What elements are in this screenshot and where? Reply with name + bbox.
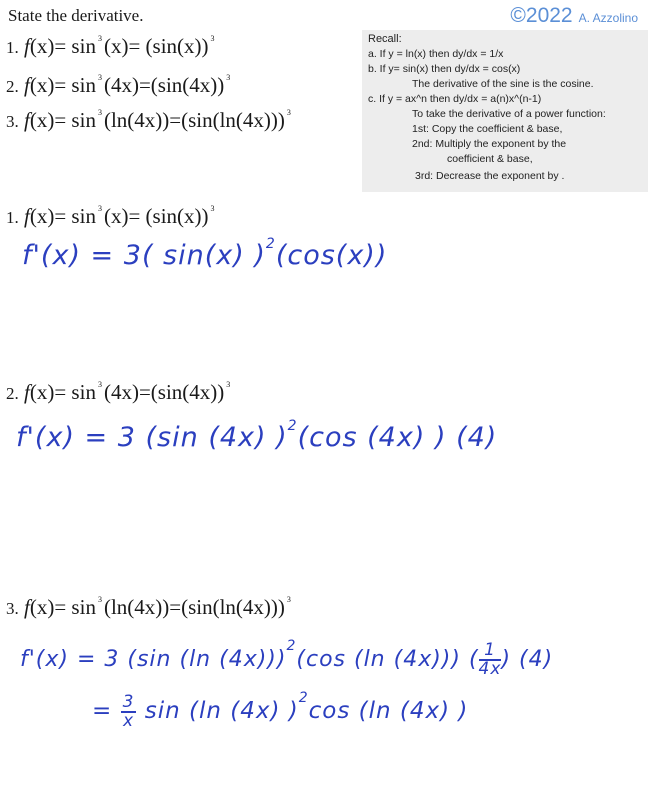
recall-line: To take the derivative of a power function: [412,108,606,120]
problem-1: 1. f(x)= sin $^3$(x)= (sin(x)) $^3$ [6,34,215,58]
recall-line: 1st: Copy the coefficient & base, [412,123,563,135]
recall-line: a. If y = ln(x) then dy/dx = 1/x [368,48,504,60]
worked-problem-3: 3. f(x)= sin $^3$(ln(4x))=(sin(ln(4x))) $^3$ [6,595,291,619]
problem-3: 3. f(x)= sin $^3$(ln(4x))=(sin(ln(4x))) $^3$ [6,108,291,132]
recall-line: 2nd: Multiply the exponent by the [412,138,567,150]
solution-2: f'(x) = 3 (sin (4x) )$^2$(cos (4x) ) (4) [16,418,498,453]
recall-line: b. If y= sin(x) then dy/dx = cos(x) [368,63,521,75]
recall-line: c. If y = ax^n then dy/dx = a(n)x^(n-1) [368,93,542,105]
worked-problem-2: 2. f(x)= sin $^3$(4x)=(sin(4x)) $^3$ [6,380,231,404]
recall-box [362,30,648,192]
solution-1: f'(x) = 3( sin(x) )$^2$(cos(x)) [22,236,388,271]
recall-line: 3rd: Decrease the exponent by . [415,170,565,182]
fraction: $\frac{1}{4x}$ [478,640,502,679]
recall-title: Recall: [368,33,402,45]
fraction: $\frac{3}{x}$ [122,691,135,731]
solution-3-line-1: f'(x) = 3 (sin (ln (4x)))$^2$(cos (ln (4x))) ( $\frac{1}{4x}$ ) (4) [20,638,554,679]
recall-line: coefficient & base, [447,153,533,165]
instruction-heading: State the derivative. [8,6,144,25]
copyright-label [510,4,638,28]
copyright-year: ©2022 [510,4,573,27]
solution-3-line-2: = $\frac{3}{x}$ sin (ln (4x) )$^2$cos (ln (4x) ) [92,690,469,731]
problem-2: 2. f(x)= sin $^3$(4x)=(sin(4x)) $^3$ [6,73,231,97]
recall-line: The derivative of the sine is the cosine. [412,78,594,90]
copyright-author: A. Azzolino [578,11,638,25]
worked-problem-1: 1. f(x)= sin $^3$(x)= (sin(x)) $^3$ [6,204,215,228]
